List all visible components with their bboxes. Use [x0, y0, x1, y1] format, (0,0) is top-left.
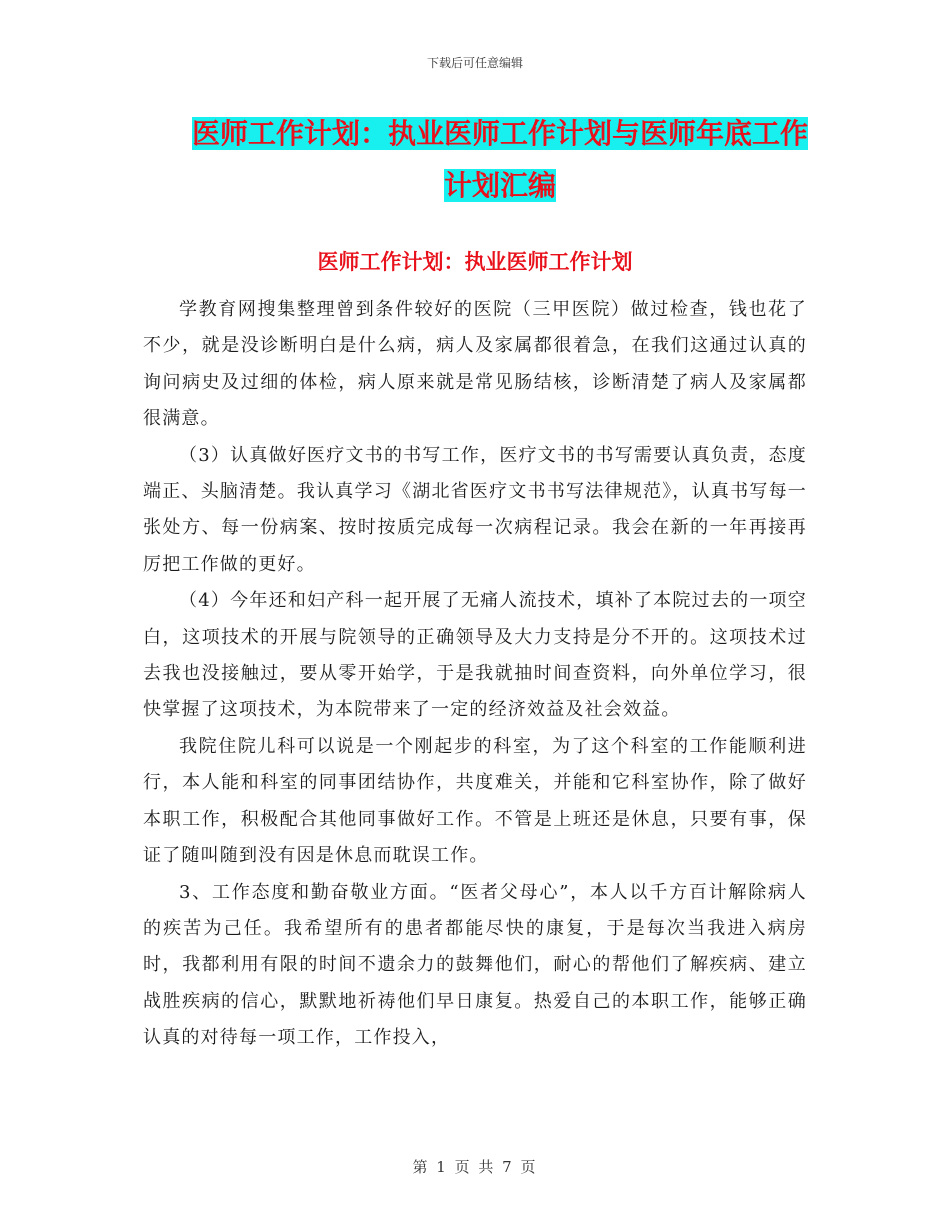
body-paragraph: （4）今年还和妇产科一起开展了无痛人流技术，填补了本院过去的一项空白，这项技术的开展与院领导的正确领导及大力支持是分不开的。这项技术过去我也没接触过，要从零开始学，于是我就抽时间查资料，向外单位学习，很快掌握了这项技术，为本院带来了一定的经济效益及社会效益。	[143, 590, 807, 721]
document-body	[143, 292, 807, 1057]
page-header: 下载后可任意编辑	[426, 56, 523, 70]
body-paragraph: 学教育网搜集整理曾到条件较好的医院（三甲医院）做过检查，钱也花了不少，就是没诊断明白是什么病，病人及家属都很着急，在我们这通过认真的询问病史及过细的体检，病人原来就是常见肠结核，诊断清楚了病人及家属都很满意。	[143, 299, 807, 430]
body-paragraph: 我院住院儿科可以说是一个刚起步的科室，为了这个科室的工作能顺利进行，本人能和科室的同事团结协作，共度难关，并能和它科室协作，除了做好本职工作，积极配合其他同事做好工作。不管是上班还是休息，只要有事，保证了随叫随到没有因是休息而耽误工作。	[143, 735, 807, 867]
section-title: 医师工作计划：执业医师工作计划	[317, 250, 633, 274]
page-footer: 第 1 页 共 7 页	[412, 1158, 538, 1176]
body-paragraph: （3）认真做好医疗文书的书写工作，医疗文书的书写需要认真负责，态度端正、头脑清楚。我认真学习《湖北省医疗文书书写法律规范》，认真书写每一张处方、每一份病案、按时按质完成每一次病程记录。我会在新的一年再接再厉把工作做的更好。	[143, 444, 807, 575]
body-paragraph: 3、工作态度和勤奋敬业方面。“医者父母心”，本人以千方百计解除病人的疾苦为己任。我希望所有的患者都能尽快的康复，于是每次当我进入病房时，我都利用有限的时间不遗余力的鼓舞他们，耐心的帮他们了解疾病、建立战胜疾病的信心，默默地祈祷他们早日康复。热爱自己的本职工作，能够正确认真的对待每一项工作，工作投入，	[143, 881, 807, 1049]
document-title	[190, 108, 810, 212]
document-title-text: 医师工作计划：执业医师工作计划与医师年底工作计划汇编	[191, 117, 808, 202]
